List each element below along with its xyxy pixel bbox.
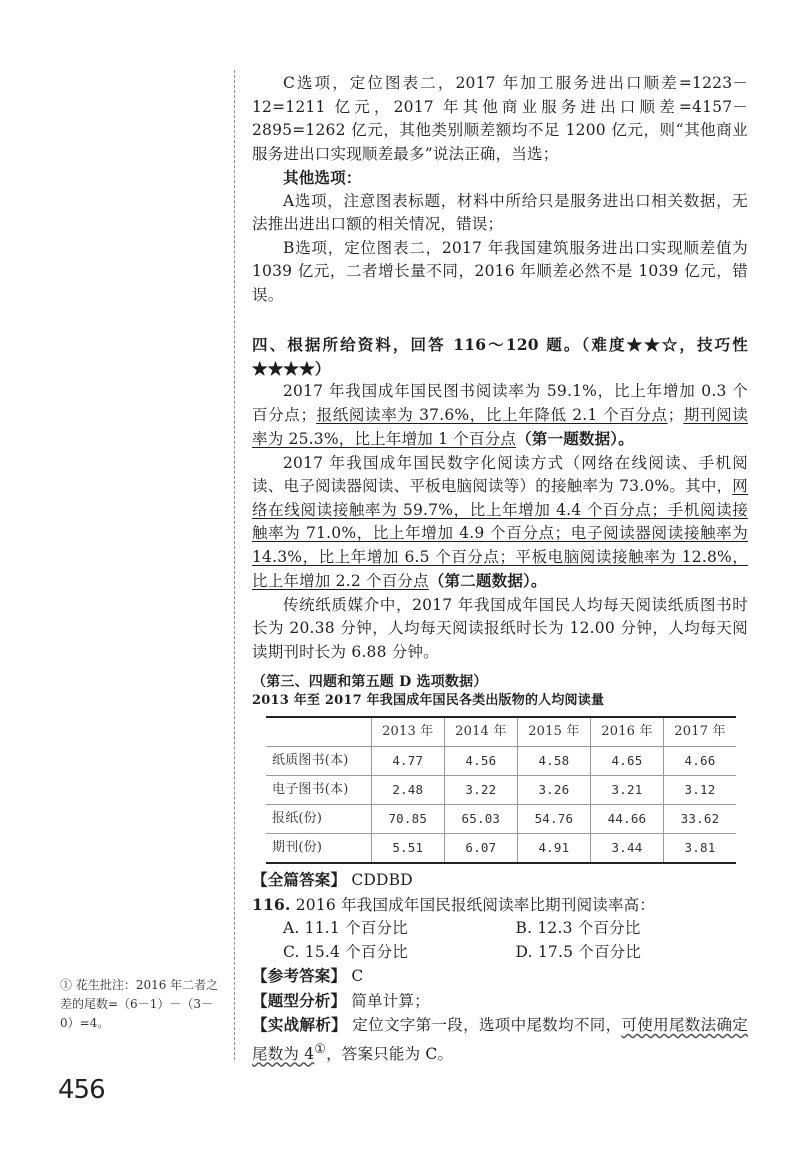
table-row — [266, 776, 736, 805]
analysis-wavy-text: 可使用尾数法确定尾数为 4 — [252, 1016, 748, 1063]
table-cell: 3.81 — [664, 834, 737, 864]
table-row-header: 报纸(份) — [266, 805, 371, 834]
other-options-label: 其他选项： — [283, 168, 362, 187]
page-number: 456 — [58, 1075, 105, 1105]
option-d: D. 17.5 个百分比 — [515, 942, 642, 961]
option-b: B. 12.3 个百分比 — [515, 919, 641, 937]
table-cell: 4.77 — [371, 747, 444, 776]
analysis-label: 【实战解析】 — [252, 1015, 348, 1034]
table-header-cell: 2017 年 — [664, 717, 737, 747]
table-cell: 4.66 — [664, 747, 737, 776]
table-cell: 44.66 — [590, 805, 663, 834]
table-cell: 6.07 — [444, 834, 517, 864]
reference-answer-label: 【参考答案】 — [252, 966, 347, 985]
table-header-cell: 2013 年 — [371, 717, 444, 747]
table-cell: 3.21 — [590, 776, 663, 805]
table-cell: 3.22 — [444, 776, 517, 805]
p1-underlined-periodical: 期刊阅读率为 25.3%，比上年增加 1 个百分点 — [252, 405, 748, 448]
table-header-cell: 2016 年 — [590, 717, 663, 747]
table-cell: 4.65 — [590, 747, 663, 776]
table-cell: 33.62 — [664, 805, 737, 834]
reading-volume-table — [266, 716, 736, 864]
option-a-explanation: A选项，注意图表标题，材料中所给只是服务进出口相关数据，无法推出进出口额的相关情况，错误； — [252, 191, 748, 233]
analysis-line — [252, 1013, 748, 1066]
p2-part-a: 2017 年我国成年国民数字化阅读方式（网络在线阅读、手机阅读、电子阅读器阅读、平板电脑阅读等）的接触率为 73.0%。其中， — [252, 453, 748, 495]
p1-part-c: ； — [667, 405, 684, 424]
margin-annotation: ① 花生批注：2016 年二者之差的尾数=（6－1）－（3－0）=4。 — [60, 978, 219, 1030]
p1-note: （第一题数据）。 — [516, 429, 634, 448]
question-options — [252, 917, 748, 964]
table-header-cell: 2015 年 — [517, 717, 590, 747]
reference-answer-line — [252, 964, 748, 989]
table-cell: 4.91 — [517, 834, 590, 864]
table-cell: 4.58 — [517, 747, 590, 776]
option-a: A. 11.1 个百分比 — [283, 919, 408, 937]
question-type-line — [252, 989, 748, 1014]
table-row-header: 电子图书(本) — [266, 776, 371, 805]
table-row-header: 纸质图书(本) — [266, 747, 371, 776]
table-title: 2013 年至 2017 年我国成年国民各类出版物的人均阅读量 — [252, 693, 605, 708]
full-answer-value: CDDBD — [351, 871, 413, 889]
question-116 — [252, 893, 748, 918]
section-heading — [252, 333, 748, 380]
p1-underlined-newspaper: 报纸阅读率为 37.6%，比上年降低 2.1 个百分点 — [316, 405, 668, 424]
question-type-label: 【题型分析】 — [252, 990, 347, 1010]
table-cell: 3.26 — [517, 776, 590, 805]
section-heading-text: 四、根据所给资料，回答 116～120 题。 — [252, 335, 582, 354]
table-header-cell: 2014 年 — [444, 717, 517, 747]
difficulty-rating: （难度★★☆，技巧性★★★★） — [252, 335, 748, 378]
full-answer-line — [252, 868, 748, 893]
table-header-row — [266, 717, 736, 747]
table-header-cell — [266, 717, 371, 747]
full-answer-label: 【全篇答案】 — [252, 870, 347, 889]
material-paragraph-3: 传统纸质媒介中，2017 年我国成年国民人均每天阅读纸质图书时长为 20.38 分钟，人均每天阅读报纸时长为 12.00 分钟，人均每天阅读期刊时长为 6.88 分钟。 — [252, 595, 748, 661]
option-c: C. 15.4 个百分比 — [283, 942, 409, 961]
table-row — [266, 805, 736, 834]
material-paragraph-2 — [252, 452, 748, 594]
footnote-marker: ① — [314, 1041, 327, 1057]
p2-underlined-rates: 网络在线阅读接触率为 59.7%，比上年增加 4.4 个百分点；手机阅读接触率为 71.0%，比上年增加 4.9 个百分点；电子阅读器阅读接触率为 14.3%，比上年增加 6.5 个百分点；平板电脑阅读接触率为 12.8%，比上年增加 2.2 个百分点 — [252, 477, 748, 590]
table-caption: （第三、四题和第五题 D 选项数据） — [252, 674, 488, 690]
material-paragraph-1 — [252, 380, 748, 452]
analysis-text-a: 定位文字第一段，选项中尾数均不同， — [352, 1016, 622, 1034]
table-cell: 5.51 — [371, 834, 444, 864]
table-cell: 3.12 — [664, 776, 737, 805]
table-cell: 70.85 — [371, 805, 444, 834]
question-type-text: 简单计算； — [351, 991, 430, 1010]
main-content — [252, 72, 748, 1066]
question-number: 116. — [252, 894, 291, 914]
table-cell: 3.44 — [590, 834, 663, 864]
p1-part-a: 2017 年我国成年国民图书阅读率为 59.1%，比上年增加 0.3 个百分点； — [252, 382, 748, 424]
table-cell: 65.03 — [444, 805, 517, 834]
table-row-header: 期刊(份) — [266, 834, 371, 864]
option-b-explanation: B选项，定位图表二，2017 年我国建筑服务进出口实现顺差值为 1039 亿元，二者增长量不同，2016 年顺差必然不是 1039 亿元，错误。 — [252, 238, 748, 304]
table-cell: 4.56 — [444, 747, 517, 776]
reference-answer-value: C — [351, 967, 364, 985]
table-cell: 54.76 — [517, 805, 590, 834]
table-row — [266, 834, 736, 864]
table-row — [266, 747, 736, 776]
analysis-text-d: ，答案只能为 C。 — [326, 1044, 454, 1063]
option-c-explanation: C选项，定位图表二，2017 年加工服务进出口顺差=1223－12=1211 亿元，2017 年其他商业服务进出口顺差=4157－2895=1262 亿元，其他类别顺差额均不足 1200 亿元，则“其他商业服务进出口实现顺差最多”说法正确，当选； — [252, 74, 748, 163]
p2-note: （第二题数据）。 — [428, 571, 547, 590]
question-text: 2016 年我国成年国民报纸阅读率比期刊阅读率高： — [295, 895, 656, 914]
table-cell: 2.48 — [371, 776, 444, 805]
margin-divider — [234, 70, 241, 1060]
